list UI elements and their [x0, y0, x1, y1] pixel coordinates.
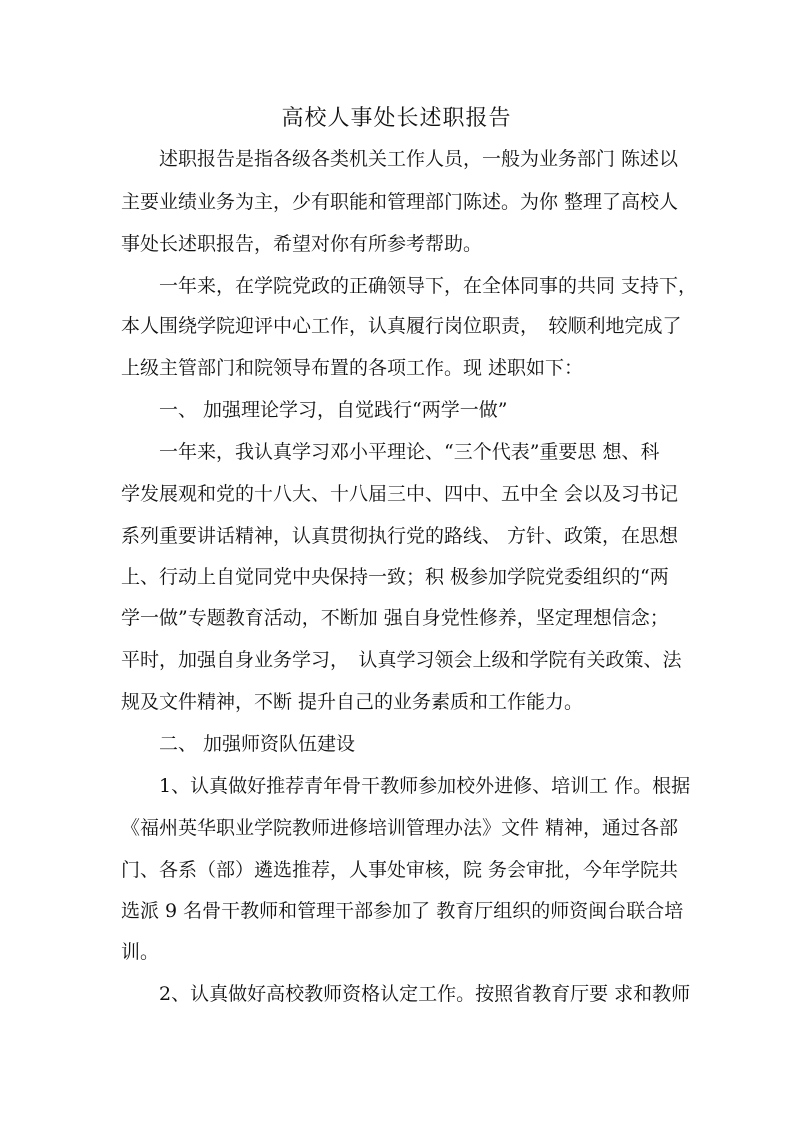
paragraph-line: 本人围绕学院迎评中心工作，认真履行岗位职责， 较顺利地完成了: [121, 315, 682, 337]
paragraph-line: 一年来，在学院党政的正确领导下，在全体同事的共同 支持下，: [121, 275, 698, 297]
paragraph-line: 上级主管部门和院领导布置的各项工作。现 述职如下：: [121, 357, 584, 379]
paragraph-line: 训。: [121, 941, 160, 963]
paragraph-line: 选派 9 名骨干教师和管理干部参加了 教育厅组织的师资闽台联合培: [121, 900, 684, 922]
paragraph-line: 平时，加强自身业务学习， 认真学习领会上级和学院有关政策、法: [121, 649, 682, 671]
paragraph-line: 主要业绩业务为主，少有职能和管理部门陈述。为你 整理了高校人: [121, 191, 679, 213]
section-heading: 一、 加强理论学习，自觉践行“两学一做”: [121, 399, 508, 421]
document-title: 高校人事处长述职报告: [281, 106, 512, 131]
paragraph-line: 学发展观和党的十八大、十八届三中、四中、五中全 会以及习书记: [121, 483, 679, 505]
paragraph-line: 系列重要讲话精神，认真贯彻执行党的路线、 方针、政策，在思想: [121, 525, 679, 547]
paragraph-line: 一年来，我认真学习邓小平理论、“三个代表”重要思 想、科: [121, 441, 660, 463]
paragraph-line: 事处长述职报告，希望对你有所参考帮助。: [121, 233, 483, 255]
paragraph-line: 上、行动上自觉同党中央保持一致；积 极参加学院党委组织的“两: [121, 566, 669, 588]
paragraph-line: 1、认真做好推荐青年骨干教师参加校外进修、培训工 作。根据: [121, 775, 691, 797]
paragraph-line: 述职报告是指各级各类机关工作人员，一般为业务部门 陈述以: [121, 148, 679, 170]
paragraph-line: 2、认真做好高校教师资格认定工作。按照省教育厅要 求和教师: [121, 983, 691, 1005]
paragraph-line: 门、各系（部）遴选推荐，人事处审核，院 务会审批，今年学院共: [121, 859, 679, 881]
paragraph-line: 《福州英华职业学院教师进修培训管理办法》文件 精神，通过各部: [121, 817, 679, 839]
section-heading: 二、 加强师资队伍建设: [121, 733, 356, 755]
paragraph-line: 规及文件精神，不断 提升自己的业务素质和工作能力。: [121, 691, 584, 713]
paragraph-line: 学一做”专题教育活动，不断加 强自身党性修养，坚定理想信念；: [121, 607, 669, 629]
